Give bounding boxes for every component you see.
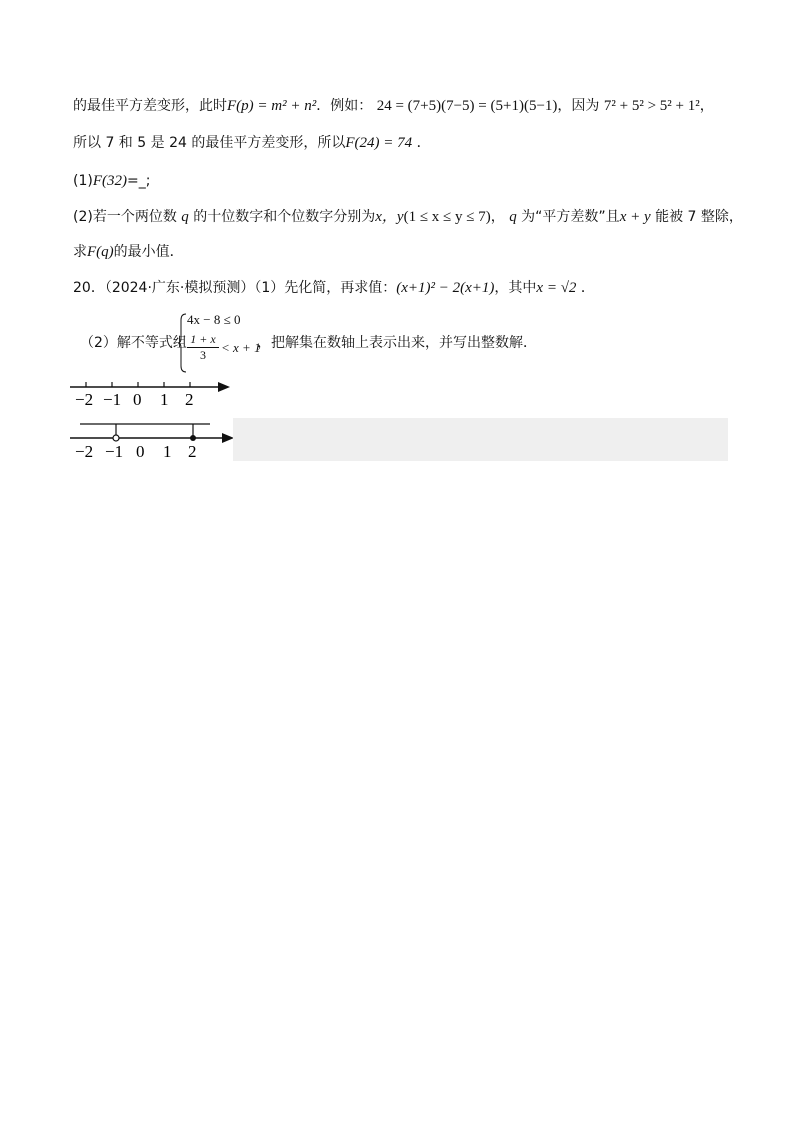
number-line-2 <box>70 418 240 462</box>
nl1-tick-0: 0 <box>133 390 142 408</box>
p20-expr: (x+1)² − 2(x+1) <box>396 280 495 296</box>
p20-end: ． <box>580 280 595 296</box>
nl1-tick-1: 1 <box>160 390 169 408</box>
question-2 <box>73 207 743 227</box>
ineq-1: 4x − 8 ≤ 0 <box>187 312 241 327</box>
q2-label: (2)若一个两位数 <box>73 209 177 225</box>
q2-mid: 的十位数字和个位数字分别为 <box>193 209 376 225</box>
p20b-label: （2）解不等式组 <box>80 335 187 351</box>
q2-mid3: 为“平方差数”且 <box>521 209 620 225</box>
line1-end: ， <box>699 98 714 114</box>
example-label: ．例如： <box>316 98 373 114</box>
nl2-tick-2: 2 <box>188 442 197 461</box>
inequality-system <box>178 312 268 374</box>
line1-prefix: 的最佳平方差变形，此时 <box>73 98 227 114</box>
question-1 <box>73 171 150 191</box>
q2-mid2: ， <box>490 209 505 225</box>
nl2-tick-neg1: −1 <box>105 442 124 461</box>
formula-F-p: F(p) = m² + n² <box>227 98 317 114</box>
ineq-2-tail: < x + 1 <box>221 340 261 355</box>
p20-cond: x = √2 <box>536 280 577 296</box>
number-line-1 <box>70 378 240 408</box>
fraction <box>187 332 219 363</box>
q2b-text: 求 <box>73 244 87 260</box>
line2-text: 所以 7 和 5 是 24 的最佳平方差变形，所以 <box>73 135 346 151</box>
answer-placeholder-box <box>233 418 728 461</box>
q2-condition: (1 ≤ x ≤ y ≤ 7) <box>403 209 491 225</box>
text-line-1 <box>73 96 714 116</box>
q2b-formula: F(q) <box>87 244 114 260</box>
frac-denominator: 3 <box>200 348 206 362</box>
nl1-tick-neg2: −2 <box>75 390 94 408</box>
q2-sum: x + y <box>619 209 651 225</box>
q2-var-q: q <box>181 209 189 225</box>
q1-tail: =_; <box>127 173 151 189</box>
p20-mid: ，其中 <box>494 280 537 296</box>
because-text: ，因为 <box>557 98 600 114</box>
problem-20 <box>73 278 595 298</box>
example-equation: 24 = (7+5)(7−5) = (5+1)(5−1) <box>376 98 558 114</box>
q1-formula: F(32) <box>92 173 127 189</box>
text-line-2 <box>73 133 431 153</box>
frac-numerator: 1 + x <box>187 332 219 348</box>
nl1-tick-2: 2 <box>185 390 194 408</box>
formula-F-24: F(24) = 74 <box>345 135 413 151</box>
inequality: 7² + 5² > 5² + 1² <box>603 98 700 114</box>
q2b-end: 的最小值． <box>113 244 184 260</box>
p20b-tail: ，把解集在数轴上表示出来，并写出整数解． <box>257 335 537 351</box>
question-2-continued <box>73 242 184 262</box>
open-point <box>113 435 119 441</box>
closed-point <box>190 435 196 441</box>
nl2-tick-0: 0 <box>136 442 145 461</box>
nl1-tick-neg1: −1 <box>103 390 122 408</box>
nl2-tick-1: 1 <box>163 442 172 461</box>
q2-vars: x，y <box>375 209 404 225</box>
line2-end: ． <box>416 135 431 151</box>
nl2-tick-neg2: −2 <box>75 442 94 461</box>
q2-end: 能被 7 整除， <box>655 209 743 225</box>
q2-var-q2: q <box>509 209 517 225</box>
p20-num: 20．（2024·广东·模拟预测）（1）先化简，再求值： <box>73 280 397 296</box>
q1-label: (1) <box>73 173 93 189</box>
